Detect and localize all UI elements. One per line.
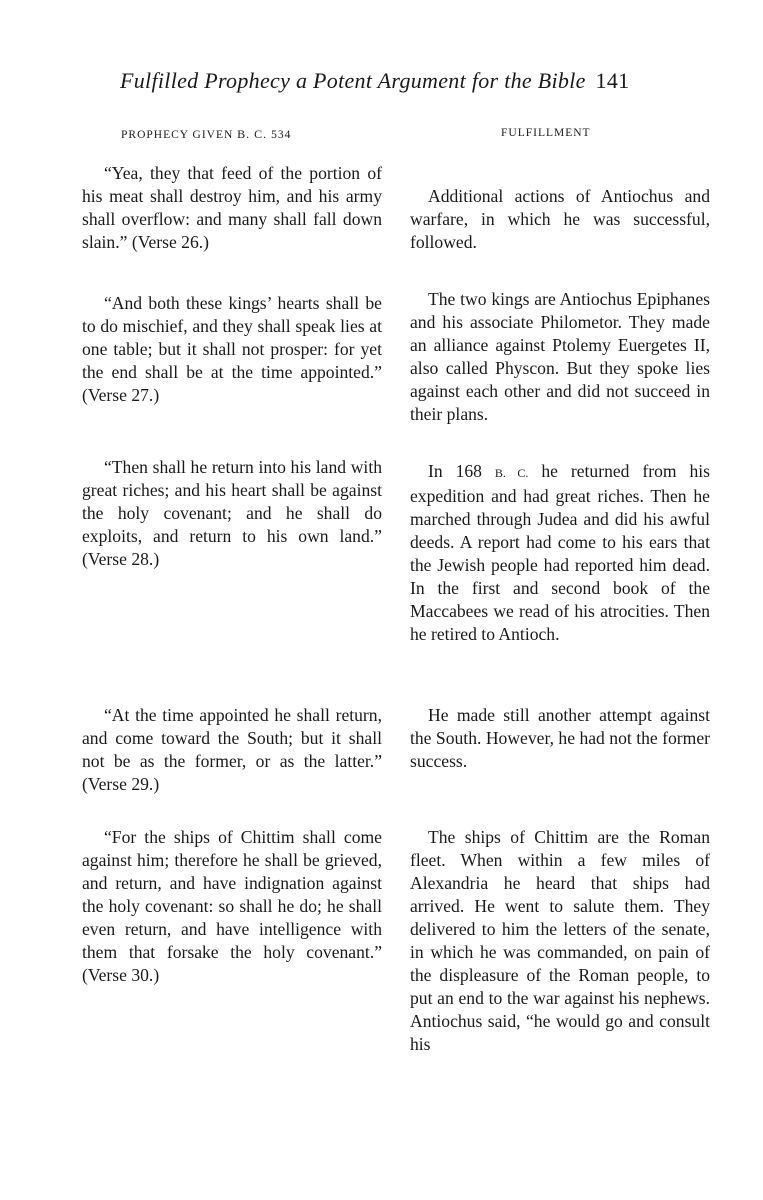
fulfillment-era: B. C. <box>494 466 529 480</box>
fulfillment-paragraph: The two kings are Antiochus Epiphanes and his associate Philometor. They made an alliance against Ptolemy Euergetes II, also called Physcon. But they spoke lies against each other and did not succeed in their plans. <box>410 289 710 424</box>
prophecy-paragraph <box>82 292 382 407</box>
fulfillment-paragraph <box>410 460 710 646</box>
column-heading-prophecy <box>121 127 291 142</box>
prophecy-text: “Then shall he return into his land with great riches; and his heart shall be against the holy covenant; and he shall do exploits, and return to his own land.” <box>82 457 382 546</box>
prophecy-text: “At the time appointed he shall return, and come toward the South; but it shall not be as the former, or as the latter.” <box>82 705 382 771</box>
verse-reference: (Verse 30.) <box>82 965 160 985</box>
page-title: Fulfilled Prophecy a Potent Argument for the Bible <box>120 68 586 93</box>
prophecy-paragraph <box>82 826 382 987</box>
column-heading-fulfillment: FULFILLMENT <box>501 127 591 139</box>
fulfillment-paragraph: He made still another attempt against the South. However, he had not the former success. <box>410 705 710 771</box>
prophecy-paragraph <box>82 704 382 796</box>
page-number: 141 <box>595 68 630 93</box>
prophecy-paragraph <box>82 162 382 254</box>
prophecy-text: “Yea, they that feed of the portion of his meat shall destroy him, and his army shall overflow: and many shall fall down slain.” <box>82 163 382 252</box>
prophecy-heading-text: PROPHECY GIVEN <box>121 129 234 141</box>
prophecy-heading-era: B. C. <box>237 127 268 141</box>
prophecy-paragraph <box>82 456 382 571</box>
fulfillment-text: he returned from his expedition and had great riches. Then he marched through Judea and did his awful deeds. A report had come to his ears that the Jewish people had reported him dead. In the first and second book of the Maccabees we read of his atrocities. Then he retired to Antioch. <box>410 461 711 644</box>
prophecy-text: “And both these kings’ hearts shall be to do mischief, and they shall speak lies at one table; but it shall not prosper: for yet the end shall be at the time appointed.” <box>82 293 382 382</box>
prophecy-text: “For the ships of Chittim shall come against him; therefore he shall be grieved, and return, and have indignation against the holy covenant: so shall he do; he shall even return, and have intelligence with them that forsake the holy covenant.” <box>82 827 382 962</box>
running-header <box>120 68 710 94</box>
fulfillment-year: In 168 <box>428 461 482 481</box>
fulfillment-paragraph: Additional actions of Antiochus and warfare, in which he was successful, followed. <box>410 186 710 252</box>
verse-reference: (Verse 29.) <box>82 774 160 794</box>
prophecy-heading-year: 534 <box>271 129 292 141</box>
verse-reference: (Verse 27.) <box>82 385 160 405</box>
fulfillment-paragraph: The ships of Chittim are the Roman fleet. When within a few miles of Alexandria he heard that ships had arrived. He went to salute them. They delivered to him the letters of the senate, in which he was commanded, on pain of the displeasure of the Roman people, to put an end to the war against his nephews. Antiochus said, “he would go and consult his <box>410 827 710 1054</box>
verse-reference: (Verse 26.) <box>131 232 210 252</box>
verse-reference: (Verse 28.) <box>82 549 160 569</box>
